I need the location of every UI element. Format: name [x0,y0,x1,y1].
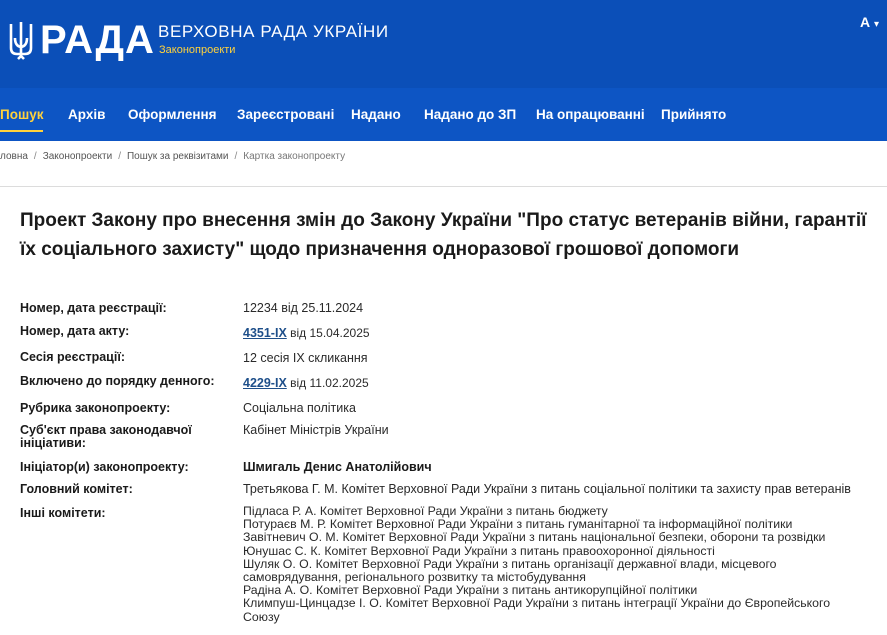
site-logo[interactable] [8,20,155,60]
committee-item: Юнушас С. К. Комітет Верховної Ради України з питань правоохоронної діяльності [243,543,715,558]
breadcrumb-separator: / [118,151,121,162]
nav-item-search[interactable]: Пошук [0,88,43,141]
divider [0,186,887,187]
initiator-value: Шмигаль Денис Анатолійович [243,460,432,474]
main-nav [0,88,887,141]
breadcrumb [0,151,345,162]
breadcrumb-separator: / [33,151,37,162]
main-committee-value: Третьякова Г. М. Комітет Верховної Ради України з питань соціальної політики та захисту прав ветеранів [243,482,851,496]
nav-item-registered[interactable]: Зареєстровані [237,107,335,122]
committee-item: Потураєв М. Р. Комітет Верховної Ради України з питань гуманітарної та інформаційної політики [243,517,793,532]
site-header [0,0,887,88]
other-committees-list [243,505,883,624]
info-label: Ініціатор(и) законопроекту: [20,460,189,474]
nav-item-provided-to-zp[interactable]: Надано до ЗП [424,107,517,122]
info-label: Номер, дата реєстрації: [20,301,167,315]
trident-icon [8,20,34,60]
language-label: А [859,14,871,30]
breadcrumb-home[interactable]: ловна [0,151,28,162]
agenda-date: від 11.02.2025 [286,376,369,390]
nav-item-archive[interactable]: Архів [68,107,106,122]
act-number-link[interactable]: 4351-IX [243,326,287,340]
breadcrumb-separator: / [234,151,238,162]
act-value [243,326,883,340]
committee-item: Підласа Р. А. Комітет Верховної Ради України з питань бюджету [243,504,608,518]
info-label: Включено до порядку денного: [20,374,215,388]
rubric-value: Соціальна політика [243,401,356,415]
session-value: 12 сесія IX скликання [243,351,368,365]
site-subtitle[interactable]: Законопроекти [159,44,236,56]
committee-item: Радіна А. О. Комітет Верховної Ради України з питань антикорупційної політики [243,583,698,598]
info-label: Номер, дата акту: [20,324,130,338]
breadcrumb-search[interactable]: Пошук за реквізитами [126,151,229,162]
nav-item-processing[interactable]: На опрацюванні [536,107,645,122]
subject-value: Кабінет Міністрів України [243,423,389,437]
nav-item-adopted[interactable]: Прийнято [661,107,727,122]
page-title: Проект Закону про внесення змін до Закону України "Про статус ветеранів війни, гарантії їх соціального захисту" щодо призначення одноразової грошової допомоги [20,210,867,260]
act-date: від 15.04.2025 [286,326,370,340]
info-label: Головний комітет: [20,482,133,496]
agenda-number-link[interactable]: 4229-IX [243,376,287,390]
breadcrumb-current: Картка законопроекту [243,151,346,162]
chevron-down-icon: ▾ [873,19,879,30]
committee-item: Завітневич О. М. Комітет Верховної Ради України з питань національної безпеки, оборони та розвідки [243,530,826,545]
logo-text: РАДА [40,18,155,62]
language-switcher[interactable] [860,14,879,30]
agenda-value [243,376,883,390]
nav-item-provided[interactable]: Надано [351,107,401,122]
info-label: Суб'єкт права законодавчої ініціативи: [20,423,192,450]
nav-item-formatting[interactable]: Оформлення [128,107,217,122]
info-label: Інші комітети: [20,506,106,520]
committee-item: Шуляк О. О. Комітет Верховної Ради України з питань організації державної влади, місцевого [243,556,777,571]
info-label: Рубрика законопроекту: [20,401,171,415]
committee-item: Климпуш-Цинцадзе І. О. Комітет Верховної Ради України з питань інтеграції України до Європейського [243,596,831,611]
registration-value: 12234 від 25.11.2024 [243,301,364,315]
committee-item: Союзу [243,609,280,624]
site-title[interactable]: ВЕРХОВНА РАДА УКРАЇНИ [158,22,389,41]
committee-item: самоврядування, регіонального розвитку та містобудування [243,570,586,585]
breadcrumb-bills[interactable]: Законопроекти [42,151,113,162]
info-label: Сесія реєстрації: [20,350,125,364]
